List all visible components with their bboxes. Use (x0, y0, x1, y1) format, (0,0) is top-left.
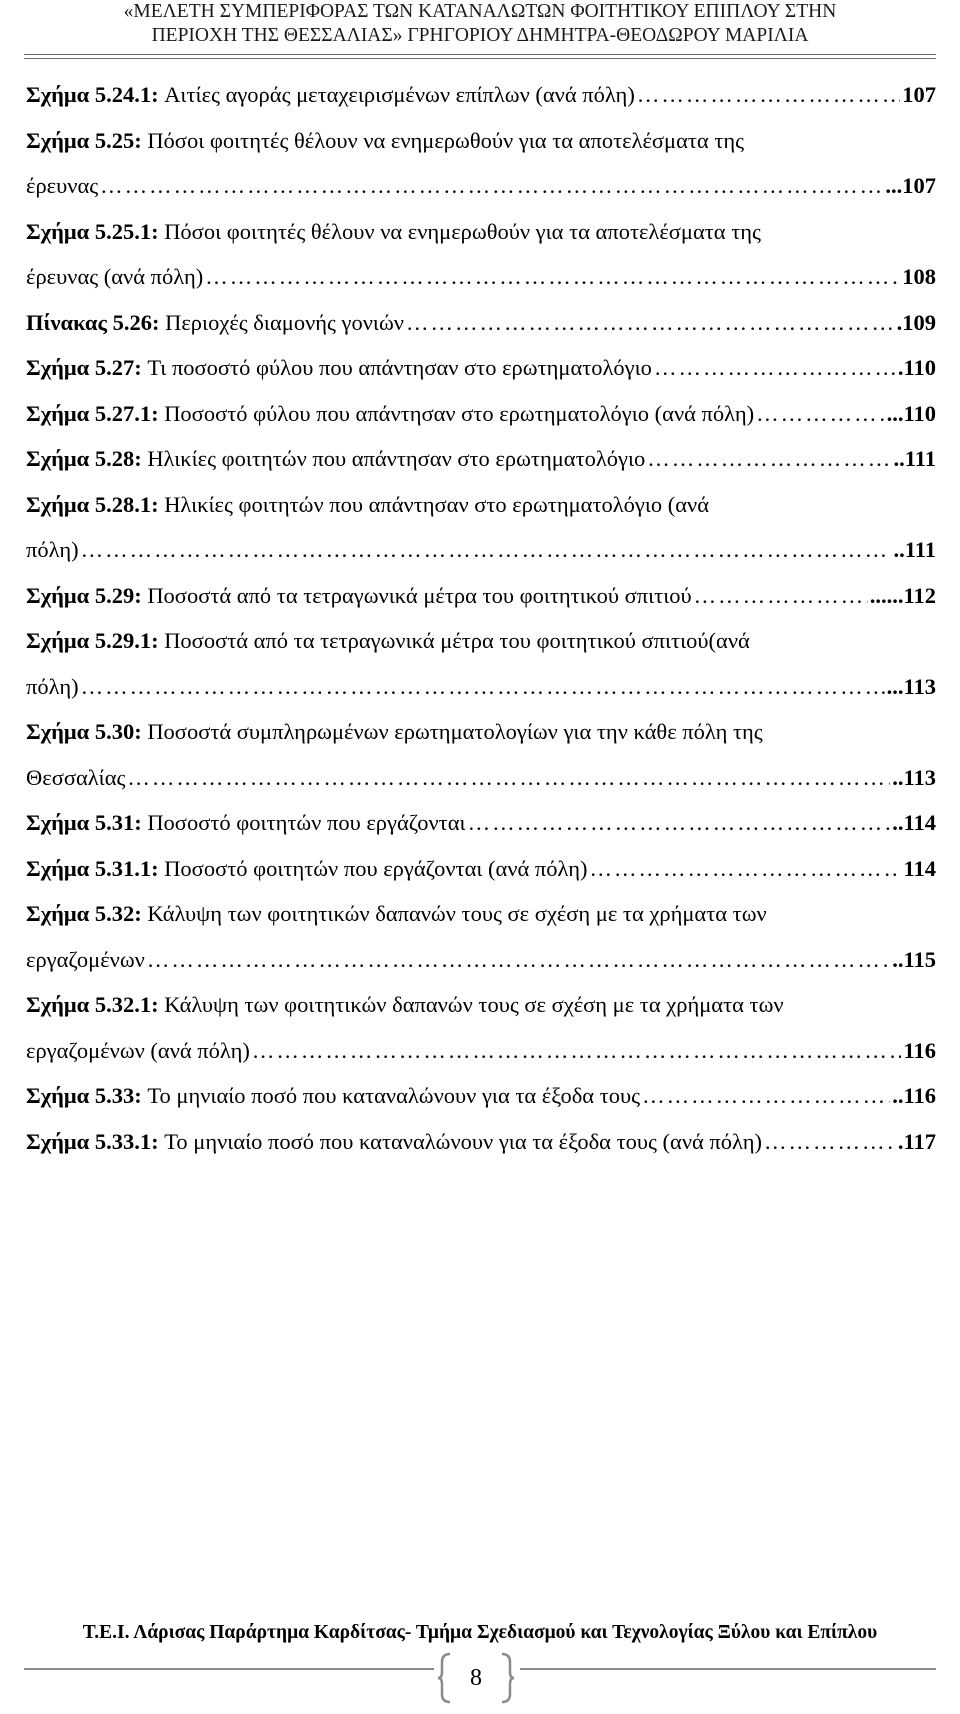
header-divider-bottom (24, 58, 936, 59)
toc-line (26, 345, 936, 391)
toc-page-number: ..115 (892, 946, 936, 972)
toc-page-number: ..116 (892, 1083, 936, 1108)
toc-line (26, 937, 936, 983)
toc-page-number: ...107 (885, 173, 936, 198)
toc-line (26, 254, 936, 300)
page-number-box (436, 1652, 516, 1704)
toc-figure-title: Θεσσαλίας (26, 764, 126, 790)
toc-figure-label: Σχήμα 5.28: (26, 446, 142, 471)
toc-line (26, 755, 936, 801)
toc-figure-label: Σχήμα 5.31.1: (26, 855, 159, 881)
toc-entry (26, 709, 936, 800)
page-number: 8 (470, 1665, 482, 1691)
left-brace-icon (436, 1652, 452, 1704)
footer-divider-right (520, 1668, 936, 1670)
toc-line (26, 209, 936, 255)
toc-dot-leader (205, 254, 900, 300)
toc-line (26, 1028, 936, 1074)
toc-line (26, 1119, 936, 1165)
toc-dot-leader (590, 846, 902, 892)
footer-institution: Τ.Ε.Ι. Λάρισας Παράρτημα Καρδίτσας- Τμήμα Σχεδιασμού και Τεχνολογίας Ξύλου και Επίπλου (82, 1622, 878, 1643)
toc-entry (26, 846, 936, 892)
table-of-figures (26, 72, 936, 1164)
toc-figure-label: Σχήμα 5.31: (26, 810, 142, 835)
toc-figure-label: Σχήμα 5.27: (26, 355, 142, 380)
toc-figure-label: Πίνακας 5.26: (26, 309, 160, 335)
toc-dot-leader (756, 391, 884, 437)
toc-page-number: ..114 (892, 810, 936, 835)
toc-dot-leader (637, 72, 900, 118)
right-brace-icon (500, 1652, 516, 1704)
toc-figure-title: εργαζομένων (ανά πόλη) (26, 1037, 250, 1063)
toc-dot-leader (642, 1073, 890, 1119)
toc-entry (26, 345, 936, 391)
toc-page-number: ...113 (886, 673, 936, 699)
running-header (20, 0, 940, 48)
toc-page-number: ..111 (893, 537, 936, 562)
toc-dot-leader (81, 527, 892, 573)
toc-dot-leader (147, 937, 890, 983)
toc-figure-label: Σχήμα 5.33: (26, 1083, 142, 1108)
toc-dot-leader (764, 1119, 896, 1165)
toc-line (26, 436, 936, 482)
toc-dot-leader (654, 345, 896, 391)
toc-page-number: 108 (902, 264, 936, 289)
toc-figure-label: Σχήμα 5.33.1: (26, 1128, 159, 1154)
toc-dot-leader (81, 664, 885, 710)
toc-entry (26, 72, 936, 118)
toc-page-number: .110 (897, 355, 936, 380)
toc-line (26, 1073, 936, 1119)
toc-dot-leader (127, 755, 890, 801)
toc-figure-title: Κάλυψη των φοιτητικών δαπανών τους σε σχέση με τα χρήματα των (164, 992, 784, 1017)
toc-figure-label: Σχήμα 5.29.1: (26, 628, 159, 653)
toc-page-number: ......112 (869, 582, 936, 608)
toc-entry (26, 1073, 936, 1119)
toc-dot-leader (694, 573, 868, 619)
toc-line (26, 618, 936, 664)
toc-figure-label: Σχήμα 5.32: (26, 901, 142, 926)
toc-figure-title: Ηλικίες φοιτητών που απάντησαν στο ερωτηματολόγιο (ανά (164, 491, 710, 517)
footer-divider-left (24, 1668, 434, 1670)
toc-figure-label: Σχήμα 5.24.1: (26, 82, 159, 107)
header-line-1: «ΜΕΛΕΤΗ ΣΥΜΠΕΡΙΦΟΡΑΣ ΤΩΝ ΚΑΤΑΝΑΛΩΤΩΝ ΦΟΙΤΗΤΙΚΟΥ ΕΠΙΠΛΟΥ ΣΤΗΝ (123, 1, 837, 22)
toc-page-number: 107 (902, 82, 936, 107)
toc-entry (26, 618, 936, 709)
toc-figure-title: Το μηνιαίο ποσό που καταναλώνουν για τα έξοδα τους (147, 1083, 641, 1108)
toc-figure-title: πόλη) (26, 537, 79, 562)
toc-figure-title: Το μηνιαίο ποσό που καταναλώνουν για τα έξοδα τους (ανά πόλη) (164, 1128, 763, 1154)
toc-page-number: ..111 (893, 446, 936, 471)
toc-entry (26, 209, 936, 300)
toc-line (26, 891, 936, 937)
toc-line (26, 846, 936, 892)
toc-entry (26, 800, 936, 846)
toc-page-number: ..113 (892, 764, 936, 790)
toc-dot-leader (252, 1028, 902, 1074)
toc-page-number: .117 (897, 1128, 936, 1154)
toc-entry (26, 436, 936, 482)
toc-figure-label: Σχήμα 5.29: (26, 582, 142, 608)
toc-figure-title: Πόσοι φοιτητές θέλουν να ενημερωθούν για τα αποτελέσματα της (147, 127, 745, 153)
toc-figure-title: πόλη) (26, 673, 79, 699)
toc-line (26, 391, 936, 437)
toc-line (26, 664, 936, 710)
toc-line (26, 118, 936, 164)
toc-line (26, 300, 936, 346)
toc-dot-leader (406, 300, 895, 346)
toc-figure-title: Τι ποσοστό φύλου που απάντησαν στο ερωτηματολόγιο (147, 355, 652, 380)
toc-line (26, 482, 936, 528)
toc-page-number: 114 (903, 855, 936, 881)
header-line-2: ΠΕΡΙΟΧΗ ΤΗΣ ΘΕΣΣΑΛΙΑΣ» ΓΡΗΓΟΡΙΟΥ ΔΗΜΗΤΡΑ-ΘΕΟΔΩΡΟΥ ΜΑΡΙΛΙΑ (151, 25, 809, 46)
toc-entry (26, 300, 936, 346)
toc-figure-title: Ποσοστό φοιτητών που εργάζονται (ανά πόλη) (164, 855, 588, 881)
toc-figure-title: έρευνας (ανά πόλη) (26, 264, 204, 289)
toc-entry (26, 1119, 936, 1165)
toc-line (26, 163, 936, 209)
header-divider-top (24, 54, 936, 55)
toc-figure-label: Σχήμα 5.28.1: (26, 491, 159, 517)
toc-entry (26, 573, 936, 619)
toc-entry (26, 391, 936, 437)
toc-figure-title: Ηλικίες φοιτητών που απάντησαν στο ερωτηματολόγιο (147, 446, 646, 471)
toc-dot-leader (468, 800, 891, 846)
toc-entry (26, 891, 936, 982)
toc-figure-title: Κάλυψη των φοιτητικών δαπανών τους σε σχέση με τα χρήματα των (147, 901, 767, 926)
toc-dot-leader (647, 436, 891, 482)
toc-dot-leader (100, 163, 883, 209)
toc-figure-title: Ποσοστά συμπληρωμένων ερωτηματολογίων για την κάθε πόλη της (147, 719, 763, 744)
toc-entry (26, 118, 936, 209)
toc-figure-label: Σχήμα 5.30: (26, 719, 142, 744)
toc-figure-title: Ποσοστά από τα τετραγωνικά μέτρα του φοιτητικού σπιτιού(ανά (164, 628, 750, 653)
toc-figure-label: Σχήμα 5.32.1: (26, 992, 159, 1017)
toc-line (26, 709, 936, 755)
toc-entry (26, 482, 936, 573)
toc-page-number: 116 (903, 1037, 936, 1063)
toc-page-number: ...110 (886, 400, 936, 426)
toc-figure-title: Περιοχές διαμονής γονιών (165, 309, 404, 335)
toc-entry (26, 982, 936, 1073)
toc-figure-label: Σχήμα 5.25: (26, 127, 142, 153)
toc-figure-label: Σχήμα 5.25.1: (26, 218, 159, 244)
toc-line (26, 527, 936, 573)
toc-line (26, 72, 936, 118)
toc-figure-title: Ποσοστά από τα τετραγωνικά μέτρα του φοιτητικού σπιτιού (147, 582, 692, 608)
toc-line (26, 982, 936, 1028)
toc-figure-title: Αιτίες αγοράς μεταχειρισμένων επίπλων (ανά πόλη) (164, 82, 635, 107)
toc-figure-label: Σχήμα 5.27.1: (26, 400, 159, 426)
toc-figure-title: Ποσοστό φοιτητών που εργάζονται (147, 810, 466, 835)
toc-figure-title: Πόσοι φοιτητές θέλουν να ενημερωθούν για τα αποτελέσματα της (164, 218, 761, 244)
toc-page-number: .109 (896, 309, 936, 335)
toc-figure-title: εργαζομένων (26, 946, 145, 972)
toc-line (26, 573, 936, 619)
toc-figure-title: Ποσοστό φύλου που απάντησαν στο ερωτηματολόγιο (ανά πόλη) (164, 400, 755, 426)
toc-line (26, 800, 936, 846)
toc-figure-title: έρευνας (26, 173, 99, 198)
